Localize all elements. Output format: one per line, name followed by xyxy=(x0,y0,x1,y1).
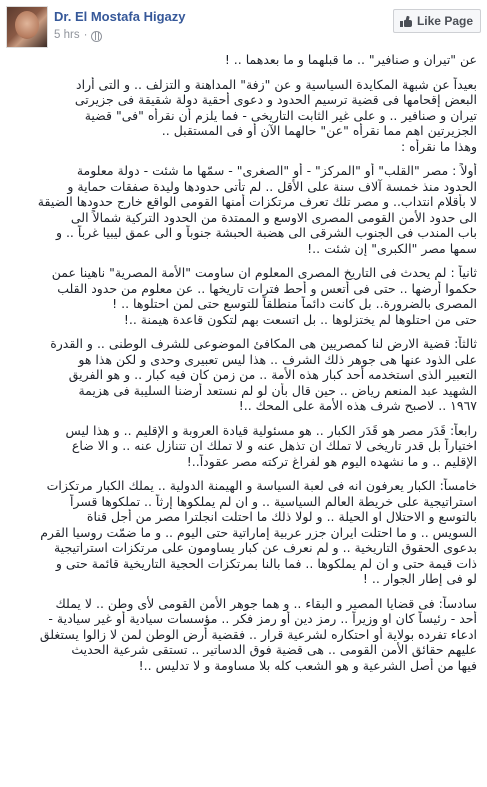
thumbs-up-icon xyxy=(400,16,412,27)
text-line: استراتيجية على خريطة العالم السياسية .. و ان لم يملكوها إرثاً .. تملكوها قسراً xyxy=(69,493,477,509)
text-line: ١٩٦٧ .. لاصبح شرف هذه الأمة على المحك ..! xyxy=(238,398,477,413)
text-line: بعيداً عن شبهة المكايدة السياسية و عن "زفة" المداهنة و التزلف .. و التى أراد xyxy=(76,76,477,92)
post-body xyxy=(0,52,487,673)
text-line: ادعاء تفرده بولاية أو احتكاره لشرعية قرار .. فقضية أرض الوطن لمن لا زالوا يستغلق xyxy=(39,626,477,642)
text-line: خامساً: الكبار يعرفون انه فى لعبة السياسة و الهيمنة الدولية .. يملك الكبار مرتكزات xyxy=(46,478,477,493)
text-line: الشهيد عبد المنعم رياض .. حين قال بأن لو لم نستعد أرضنا السليبة فى هزيمة xyxy=(78,382,477,398)
text-line: على الذود عنها هى جوهر ذلك الشرف .. هذا ليس تعبيرى وحدى و لكن هذا هو xyxy=(78,351,477,367)
like-page-label: Like Page xyxy=(416,14,473,28)
paragraph xyxy=(10,336,477,414)
text-line: تيران و صنافير .. و على غير الثابت التاريخى - فما يلزم أن نقرأه "فى" قضية xyxy=(84,107,477,123)
text-line: سمها مصر "الكبرى" إن شئت ..! xyxy=(307,240,477,256)
text-line: حتى من احتلوها لم يختزلوها .. بل اتسعت بهم لتكون قاعدة هيمنة ..! xyxy=(123,311,477,327)
text-line: الإقليم .. و ما نشهده اليوم هو لفراغ تركته مصر عقوداً..! xyxy=(186,453,477,469)
text-line: البعض إقحامها فى قضية ترسيم الحدود و دعوى أحقية دولة شقيقة فى جزيرتى xyxy=(74,92,477,107)
page-name-link[interactable]: Dr. El Mostafa Higazy xyxy=(54,9,186,24)
paragraph xyxy=(10,596,477,674)
post-timestamp[interactable]: 5 hrs xyxy=(54,29,80,41)
globe-icon xyxy=(91,31,102,42)
text-line: المصرى بالضرورة.. بل كانت دائماً منطلقاً للتوسع حتى لمن احتلوها .. ! xyxy=(112,296,477,311)
text-line: سادساً: فى قضايا المصير و البقاء .. و هما جوهر الأمن القومى لأى وطن .. لا يملك xyxy=(55,595,477,611)
text-line: اختياراً بل قدر تاريخى لا تملك ان تذهل عنه و لا تملك ان تتنازل عنه .. و الا ضاع xyxy=(71,438,477,453)
text-line: ثانياً : لم يحدث فى التاريخ المصرى المعلوم ان ساومت "الأمة المصرية" ناهينا عمن xyxy=(51,265,477,280)
text-line: الجزيرتين اهم مما نقرأه "عن" حالهما الآن أو فى المستقبل .. xyxy=(161,123,477,138)
text-line: ذات قيمة حتى و ان لم يملكوها .. فما بالنا بمرتكزات الحجية التاريخية قائمة حتى و xyxy=(55,555,477,571)
separator-dot: · xyxy=(83,29,88,41)
text-line: عليهم حقائق الأمن القومى .. هى قضية فوق الدساتير .. تستقى شرعية الحديث xyxy=(71,642,477,657)
text-line: الى حدود الأمن القومى المصرى الاوسع و الممتدة من الحدود التركية شمالاً الى xyxy=(70,209,477,225)
text-line: فيها من أصل الشرعية و هو الشعب كله بلا مساومة و لا تدليس ..! xyxy=(138,657,477,673)
text-line: السويس .. و ما احتلت ايران جزر عربية إماراتية حتى اليوم .. و ما ضمّت روسيا القرم xyxy=(40,524,477,540)
text-line: عن "تيران و صنافير" .. ما قبلهما و ما بعدهما .. ! xyxy=(224,52,477,67)
text-line: الحدود منذ خمسة آلاف سنة على الأقل .. لم تأتى حدودها وليدة صفقات حماية و xyxy=(67,178,477,194)
text-line: بالتوسع و الاحتلال او الحيلة .. و لولا ذلك ما احتلت انجلترا مصر من أجل قناة xyxy=(86,509,477,524)
like-page-button[interactable] xyxy=(393,9,481,33)
text-line: ثالثاً: قضية الارض لنا كمصريين هى المكافئ الموضوعى للشرف الوطنى .. و القدرة xyxy=(50,336,477,351)
text-line: وهذا ما نقرأه : xyxy=(400,138,477,154)
text-line: حكموا أرضها .. حتى فى أتعس و أحط فترات تاريخها .. عن معلوم من حدود القلب xyxy=(57,280,477,296)
text-line: بدعوى الحقوق التاريخية .. و لم نعرف عن كبار يساومون على مرتكزات استراتيجية xyxy=(53,540,477,555)
text-line: باب المندب فى الجنوب الشرقى الى هضبة الحبشة جنوباً و الى عمق ليبيا غرباً .. و xyxy=(55,225,477,240)
post-header xyxy=(0,0,487,52)
paragraph xyxy=(10,77,477,155)
text-line: أحد - رئيساً كان او وزيراً .. رمز دين أو رمز فكر .. مؤسسات سيادية أو غير سيادية - xyxy=(48,611,477,626)
paragraph xyxy=(10,423,477,470)
paragraph xyxy=(10,163,477,256)
profile-avatar[interactable] xyxy=(6,6,48,48)
paragraph xyxy=(10,478,477,587)
text-line: رابعاً: قَدَر مصر هو قَدَر الكبار .. هو مسئولية قيادة العروبة و الإقليم .. و هذا ليس xyxy=(65,422,477,438)
paragraph xyxy=(10,52,477,68)
text-line: التعبير الذى استخدمه أحد كبار هذه الأمة .. من زمن كان فيه كبار .. و هو الفريق xyxy=(68,367,477,382)
text-line: لا بأقلام انتداب.. و مصر تلك تعرف مرتكزات أمنها القومى الواقع خارج حدودها الضيقة xyxy=(37,194,477,209)
text-line: لو فى إطار الجوار .. ! xyxy=(362,571,477,586)
paragraph xyxy=(10,265,477,327)
text-line: أولاً : مصر "القلب" أو "المركز" - أو "الصغرى" - سمّها ما شئت - دولة معلومة xyxy=(76,163,477,178)
post-meta xyxy=(54,29,102,41)
